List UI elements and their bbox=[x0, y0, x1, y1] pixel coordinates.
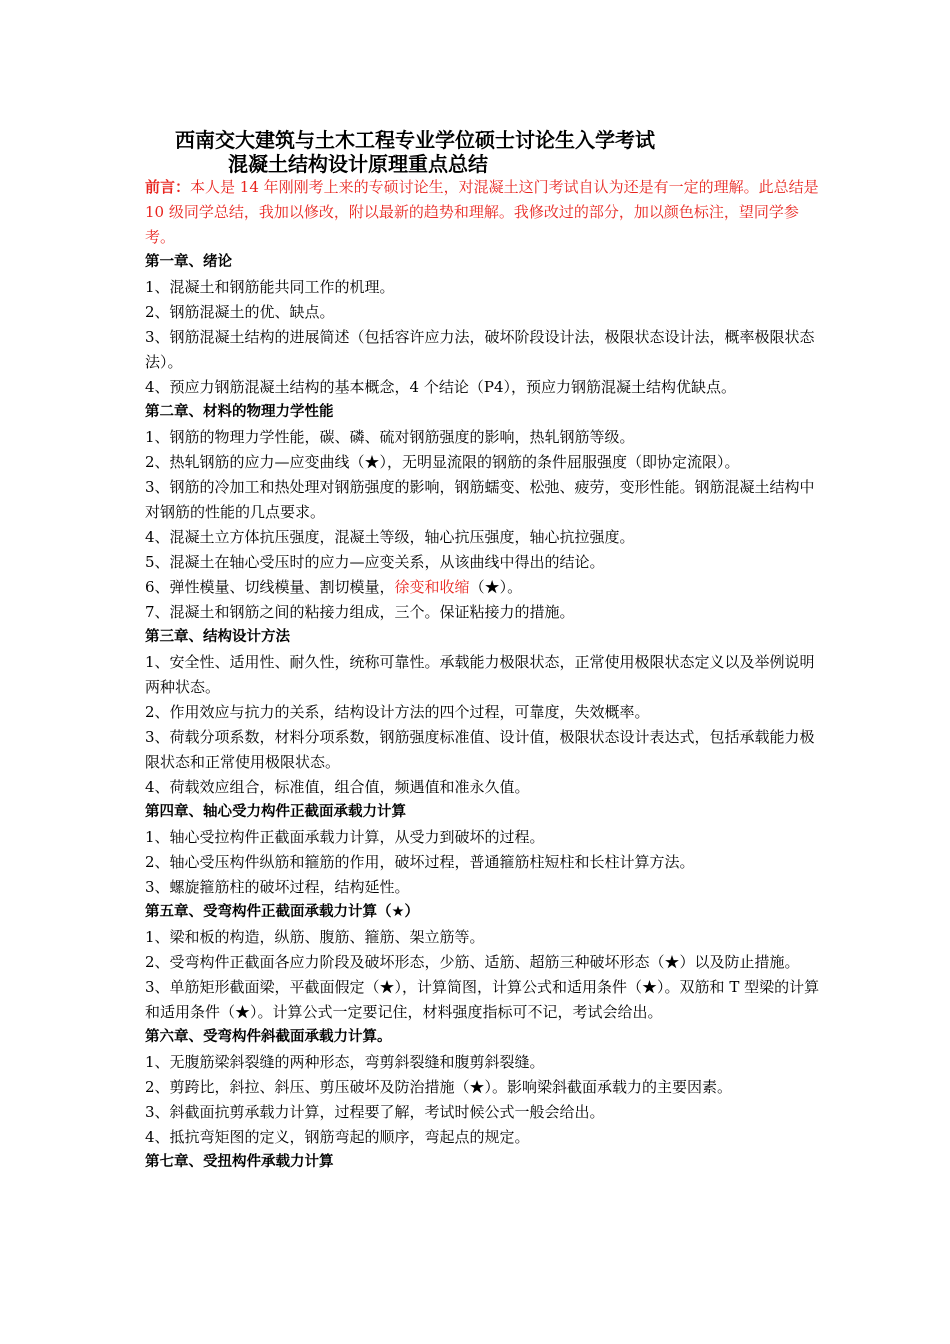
list-item: 2、剪跨比，斜拉、斜压、剪压破坏及防治措施（★）。影响梁斜截面承载力的主要因素。 bbox=[145, 1078, 733, 1096]
item6-highlight: 徐变和收缩 bbox=[394, 578, 470, 596]
list-item: 1、钢筋的物理力学性能，碳、磷、硫对钢筋强度的影响，热轧钢筋等级。 bbox=[145, 428, 635, 446]
document-body bbox=[145, 175, 825, 1175]
list-item: 2、作用效应与抗力的关系，结构设计方法的四个过程，可靠度，失效概率。 bbox=[145, 703, 650, 721]
list-item: 5、混凝土在轴心受压时的应力—应变关系，从该曲线中得出的结论。 bbox=[145, 553, 605, 571]
list-item: 4、荷载效应组合，标准值，组合值，频遇值和准永久值。 bbox=[145, 778, 530, 796]
item6-prefix: 6、弹性模量、切线模量、割切模量， bbox=[145, 578, 395, 596]
list-item: 1、无腹筋梁斜裂缝的两种形态，弯剪斜裂缝和腹剪斜裂缝。 bbox=[145, 1053, 545, 1071]
list-item: 2、轴心受压构件纵筋和箍筋的作用，破坏过程，普通箍筋柱短柱和长柱计算方法。 bbox=[145, 853, 695, 871]
list-item: 4、预应力钢筋混凝土结构的基本概念，4 个结论（P4），预应力钢筋混凝土结构优缺点。 bbox=[145, 378, 736, 396]
list-item: 3、荷载分项系数，材料分项系数，钢筋强度标准值、设计值，极限状态设计表达式，包括承载能力极限状态和正常使用极限状态。 bbox=[145, 728, 815, 771]
list-item: 4、混凝土立方体抗压强度，混凝土等级，轴心抗压强度，轴心抗拉强度。 bbox=[145, 528, 635, 546]
list-item: 2、受弯构件正截面各应力阶段及破坏形态，少筋、适筋、超筋三种破坏形态（★）以及防止措施。 bbox=[145, 953, 800, 971]
list-item: 2、热轧钢筋的应力—应变曲线（★），无明显流限的钢筋的条件屈服强度（即协定流限）。 bbox=[145, 453, 740, 471]
list-item: 7、混凝土和钢筋之间的粘接力组成，三个。保证粘接力的措施。 bbox=[145, 603, 575, 621]
chapter-3-heading: 第三章、结构设计方法 bbox=[145, 629, 290, 645]
title-line-2: 混凝土结构设计原理重点总结 bbox=[228, 152, 488, 176]
list-item: 3、螺旋箍筋柱的破坏过程，结构延性。 bbox=[145, 878, 410, 896]
list-item: 4、抵抗弯矩图的定义，钢筋弯起的顺序，弯起点的规定。 bbox=[145, 1128, 530, 1146]
list-item: 1、梁和板的构造，纵筋、腹筋、箍筋、架立筋等。 bbox=[145, 928, 485, 946]
chapter-7-heading: 第七章、受扭构件承载力计算 bbox=[145, 1154, 334, 1170]
list-item: 3、单筋矩形截面梁，平截面假定（★），计算简图，计算公式和适用条件（★）。双筋和 T 型梁的计算和适用条件（★）。计算公式一定要记住，材料强度指标可不记，考试会给出。 bbox=[145, 978, 820, 1021]
chapter-1-heading: 第一章、绪论 bbox=[145, 254, 232, 270]
chapter-5-heading: 第五章、受弯构件正截面承载力计算（★） bbox=[145, 904, 419, 920]
preface bbox=[145, 175, 825, 250]
preface-label: 前言： bbox=[145, 178, 191, 196]
list-item: 1、轴心受拉构件正截面承载力计算，从受力到破坏的过程。 bbox=[145, 828, 545, 846]
list-item: 3、斜截面抗剪承载力计算，过程要了解，考试时候公式一般会给出。 bbox=[145, 1103, 605, 1121]
chapter-2-heading: 第二章、材料的物理力学性能 bbox=[145, 404, 334, 420]
title-line-1: 西南交大建筑与土木工程专业学位硕士讨论生入学考试 bbox=[175, 128, 655, 152]
list-item: 3、钢筋混凝土结构的进展简述（包括容许应力法，破坏阶段设计法，极限状态设计法，概率极限状态法）。 bbox=[145, 328, 815, 371]
list-item: 1、安全性、适用性、耐久性，统称可靠性。承载能力极限状态，正常使用极限状态定义以及举例说明两种状态。 bbox=[145, 653, 815, 696]
chapter-4-heading: 第四章、轴心受力构件正截面承载力计算 bbox=[145, 804, 406, 820]
item6-suffix: （★）。 bbox=[469, 578, 523, 596]
list-item: 3、钢筋的冷加工和热处理对钢筋强度的影响，钢筋蠕变、松弛、疲劳，变形性能。钢筋混凝土结构中对钢筋的性能的几点要求。 bbox=[145, 478, 815, 521]
list-item: 2、钢筋混凝土的优、缺点。 bbox=[145, 303, 335, 321]
chapter-6-heading: 第六章、受弯构件斜截面承载力计算。 bbox=[145, 1029, 392, 1045]
list-item: 1、混凝土和钢筋能共同工作的机理。 bbox=[145, 278, 395, 296]
list-item bbox=[145, 575, 825, 600]
preface-text: 本人是 14 年刚刚考上来的专硕讨论生，对混凝土这门考试自认为还是有一定的理解。此总结是 10 级同学总结，我加以修改，附以最新的趋势和理解。我修改过的部分，加以颜色标注，望同学参考。 bbox=[145, 178, 819, 246]
